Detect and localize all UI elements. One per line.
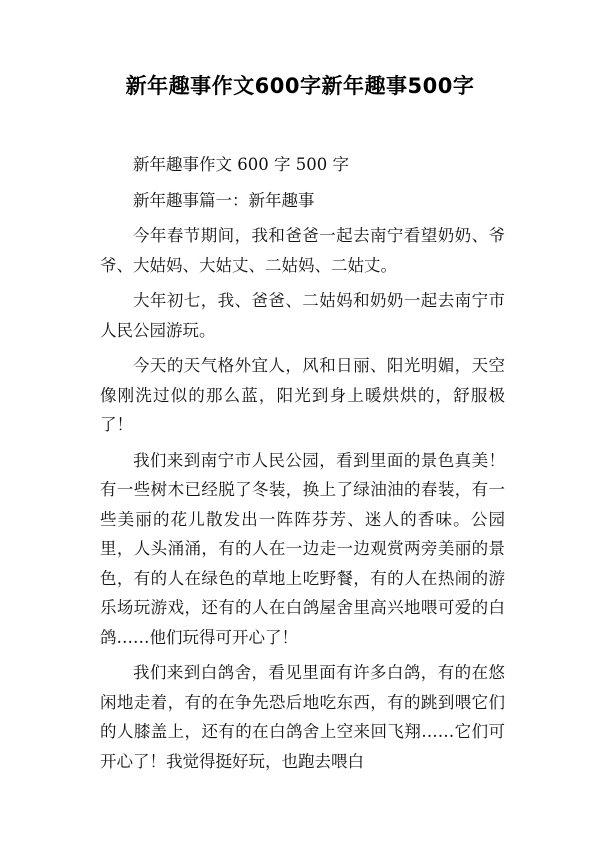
document-body xyxy=(100,150,505,782)
paragraph: 今年春节期间，我和爸爸一起去南宁看望奶奶、爷爷、大姑妈、大姑丈、二姑妈、二姑丈。 xyxy=(100,226,505,275)
paragraph: 大年初七，我、爸爸、二姑妈和奶奶一起去南宁市人民公园游玩。 xyxy=(100,291,505,340)
paragraph-subtitle: 新年趣事作文 600 字 500 字 xyxy=(133,155,349,174)
paragraph: 今天的天气格外宜人，风和日丽、阳光明媚，天空像刚洗过似的那么蓝，阳光到身上暖烘烘的，舒服极了！ xyxy=(100,356,505,434)
document-title: 新年趣事作文600字新年趣事500字 xyxy=(125,74,475,98)
paragraph-section-heading: 新年趣事篇一：新年趣事 xyxy=(133,190,315,210)
paragraph: 我们来到白鸽舍，看见里面有许多白鸽，有的在悠闲地走着，有的在争先恐后地吃东西，有的跳到喂它们的人膝盖上，还有的在白鸽舍上空来回飞翔……它们可开心了！我觉得挺好玩，也跑去喂白 xyxy=(100,663,505,771)
paragraph: 我们来到南宁市人民公园，看到里面的景色真美！有一些树木已经脱了冬装，换上了绿油油的春装，有一些美丽的花儿散发出一阵阵芬芳、迷人的香味。公园里，人头涌涌，有的人在一边走一边观赏两旁美丽的景色，有的人在绿色的草地上吃野餐，有的人在热闹的游乐场玩游戏，还有的人在白鸽屋舍里高兴地喂可爱的白鸽……他们玩得可开心了！ xyxy=(100,450,505,647)
